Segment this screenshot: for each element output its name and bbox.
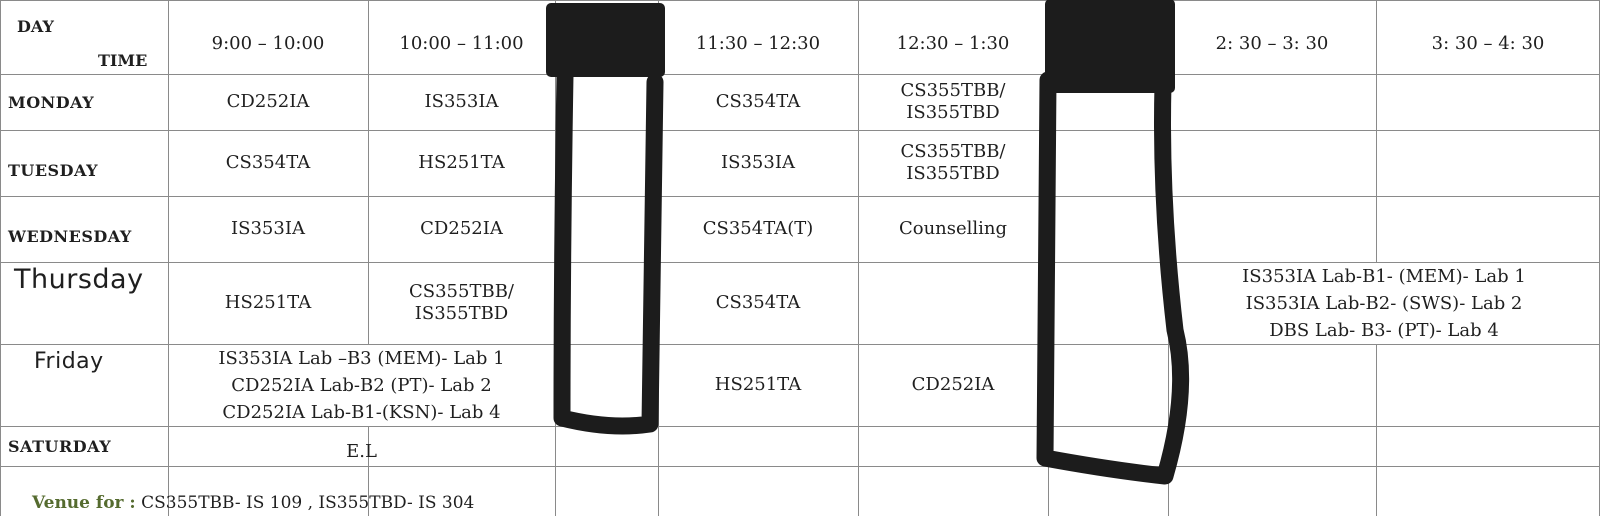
class-line: IS355TBD — [906, 102, 1000, 123]
class-line: CS355TBB/ — [900, 141, 1006, 162]
class-cell: CS354TA — [715, 91, 801, 112]
day-saturday: SATURDAY — [8, 436, 112, 456]
venue-text: CS355TBB- IS 109 , IS355TBD- IS 304 — [135, 493, 475, 513]
class-cell: CD252IA — [911, 374, 995, 395]
class-cell: IS353IA — [231, 218, 305, 239]
class-cell: HS251TA — [714, 374, 802, 395]
venue-label: Venue for : — [32, 493, 136, 513]
class-cell: HS251TA — [418, 152, 505, 173]
lab-line: CD252IA Lab-B1-(KSN)- Lab 4 — [222, 401, 501, 423]
header-day-label: DAY — [17, 17, 54, 36]
class-cell: CS354TA — [715, 292, 801, 313]
class-cell: HS251TA — [224, 292, 312, 313]
slot-header: 9:00 – 10:00 — [211, 33, 325, 54]
class-cell: CS354TA(T) — [702, 218, 814, 239]
class-cell: IS353IA — [424, 91, 499, 112]
class-cell: CD252IA — [226, 91, 310, 112]
slot-header: 11:30 – 12:30 — [695, 33, 821, 54]
header-time-label: TIME — [98, 51, 148, 70]
lab-line: IS353IA Lab-B2- (SWS)- Lab 2 — [1245, 292, 1523, 314]
class-cell: IS353IA — [721, 152, 795, 173]
day-tuesday: TUESDAY — [8, 160, 99, 180]
class-cell: CS354TA — [225, 152, 311, 173]
lab-line: IS353IA Lab –B3 (MEM)- Lab 1 — [218, 347, 505, 369]
class-cell: CD252IA — [420, 218, 503, 239]
day-monday: MONDAY — [8, 92, 95, 112]
slot-header: 3: 30 – 4: 30 — [1431, 33, 1545, 54]
slot-header: 2: 30 – 3: 30 — [1215, 33, 1329, 54]
class-line: CS355TBB/ — [409, 281, 514, 302]
lab-line: DBS Lab- B3- (PT)- Lab 4 — [1269, 319, 1499, 341]
slot-header: 12:30 – 1:30 — [896, 33, 1010, 54]
lab-line: CD252IA Lab-B2 (PT)- Lab 2 — [231, 374, 492, 396]
day-friday: Friday — [34, 348, 104, 374]
lab-line: IS353IA Lab-B1- (MEM)- Lab 1 — [1242, 265, 1526, 287]
slot-header: 10:00 – 11:00 — [399, 33, 524, 54]
day-thursday: Thursday — [14, 263, 144, 295]
class-line: IS355TBD — [414, 303, 509, 324]
class-cell: E.L — [346, 441, 377, 462]
day-wednesday: WEDNESDAY — [8, 226, 132, 246]
class-line: IS355TBD — [906, 163, 1000, 184]
class-cell: Counselling — [898, 218, 1008, 239]
class-line: CS355TBB/ — [900, 80, 1006, 101]
